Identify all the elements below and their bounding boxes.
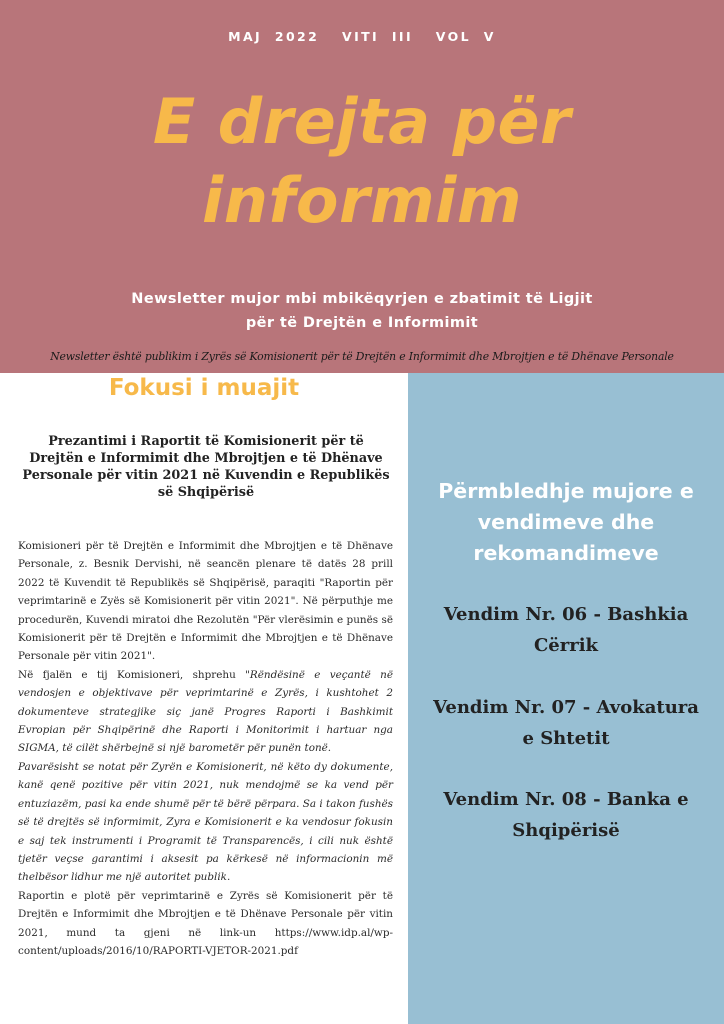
subtitle-line-1: Newsletter mujor mbi mbikëqyrjen e zbatimit të Ligjit: [131, 291, 593, 307]
article-paragraph: Pavarësisht se notat për Zyrën e Komisionerit, në këto dy dokumente, kanë qenë pozitive për vitin 2021, nuk mendojmë se ka vend për entuziazëm, pasi ka ende shumë për të bërë përpara. Sa i takon fushës së të drejtës së informimit, Zyra e Komisionerit e ka vendosur fokusin e saj tek instrumenti i Programit të Transparencës, i cili nuk është tjetër veçse garantimi i aksesit pa kërkesë në informacionin më thelbësor lidhur me një autoritet publik.: [18, 760, 393, 884]
article-paragraph: Raportin e plotë për veprimtarinë e Zyrës së Komisionerit për të Drejtën e Informimit dhe Mbrojtjen e të Dhënave Personale për vitin 2021, mund ta gjeni në link-un https://www.idp.al/wp-content/uploads/2016/10/RAPORTI-VJETOR-2021.pdf: [18, 889, 393, 957]
issue-year: VITI III: [342, 29, 414, 44]
title-line-2: informim: [202, 164, 522, 237]
decision-item: Vendim Nr. 08 - Banka e Shqipërisë: [443, 789, 689, 841]
sidebar-title: Përmbledhje mujore e vendimeve dhe rekomandimeve: [438, 479, 694, 565]
newsletter-title: [0, 82, 724, 240]
focus-heading: Fokusi i muajit: [108, 375, 300, 401]
article-body: [18, 537, 393, 960]
newsletter-header: [0, 0, 724, 373]
article-paragraph: [18, 666, 393, 758]
article-title: Prezantimi i Raportit të Komisionerit për të Drejtën e Informimit dhe Mbrojtjen e të Dhënave Personale për vitin 2021 në Kuvendin e Republikës së Shqipërisë: [22, 434, 390, 500]
decisions-sidebar: [408, 373, 724, 1024]
issue-date: MAJ 2022: [228, 29, 320, 44]
article-paragraph: Komisioneri për të Drejtën e Informimit dhe Mbrojtjen e të Dhënave Personale, z. Besnik Dervishi, në seancën plenare të datës 28 prill 2022 të Kuvendit të Republikës së Shqipërisë, paraqiti "Raportin për veprimtarinë e Zyës së Komisionerit për vitin 2021". Në përputhje me procedurën, Kuvendi miratoi dhe Rezolutën "Për vlerësimin e punës së Komisionerit për të Drejtën e Informimit dhe Mbrojtjen e të Dhënave Personale për vitin 2021".: [18, 540, 393, 663]
publisher-note: Newsletter është publikim i Zyrës së Komisionerit për të Drejtën e Informimit dhe Mbrojtjen e të Dhënave Personale: [50, 350, 674, 363]
article-lead-in: Në fjalën e tij Komisioneri, shprehu: [18, 668, 236, 681]
subtitle-line-2: për të Drejtën e Informimit: [245, 315, 479, 331]
decision-item: Vendim Nr. 07 - Avokatura e Shtetit: [433, 697, 699, 749]
article-quote: "Rëndësinë e veçantë në vendosjen e objektivave për veprimtarinë e Zyrës, i kushtohet 2 dokumenteve strategjike siç janë Progres Raporti i Bashkimit Evropian për Shqipërinë dhe Raporti i Monitorimit i hartuar nga SIGMA, të cilët shërbejnë si një barometër për punën tonë.: [18, 668, 393, 755]
newsletter-subtitle: [70, 287, 654, 335]
title-line-1: E drejta për: [152, 85, 572, 158]
issue-volume: VOL V: [435, 29, 496, 44]
issue-info: [0, 29, 724, 44]
decision-item: Vendim Nr. 06 - Bashkia Cërrik: [443, 604, 689, 656]
